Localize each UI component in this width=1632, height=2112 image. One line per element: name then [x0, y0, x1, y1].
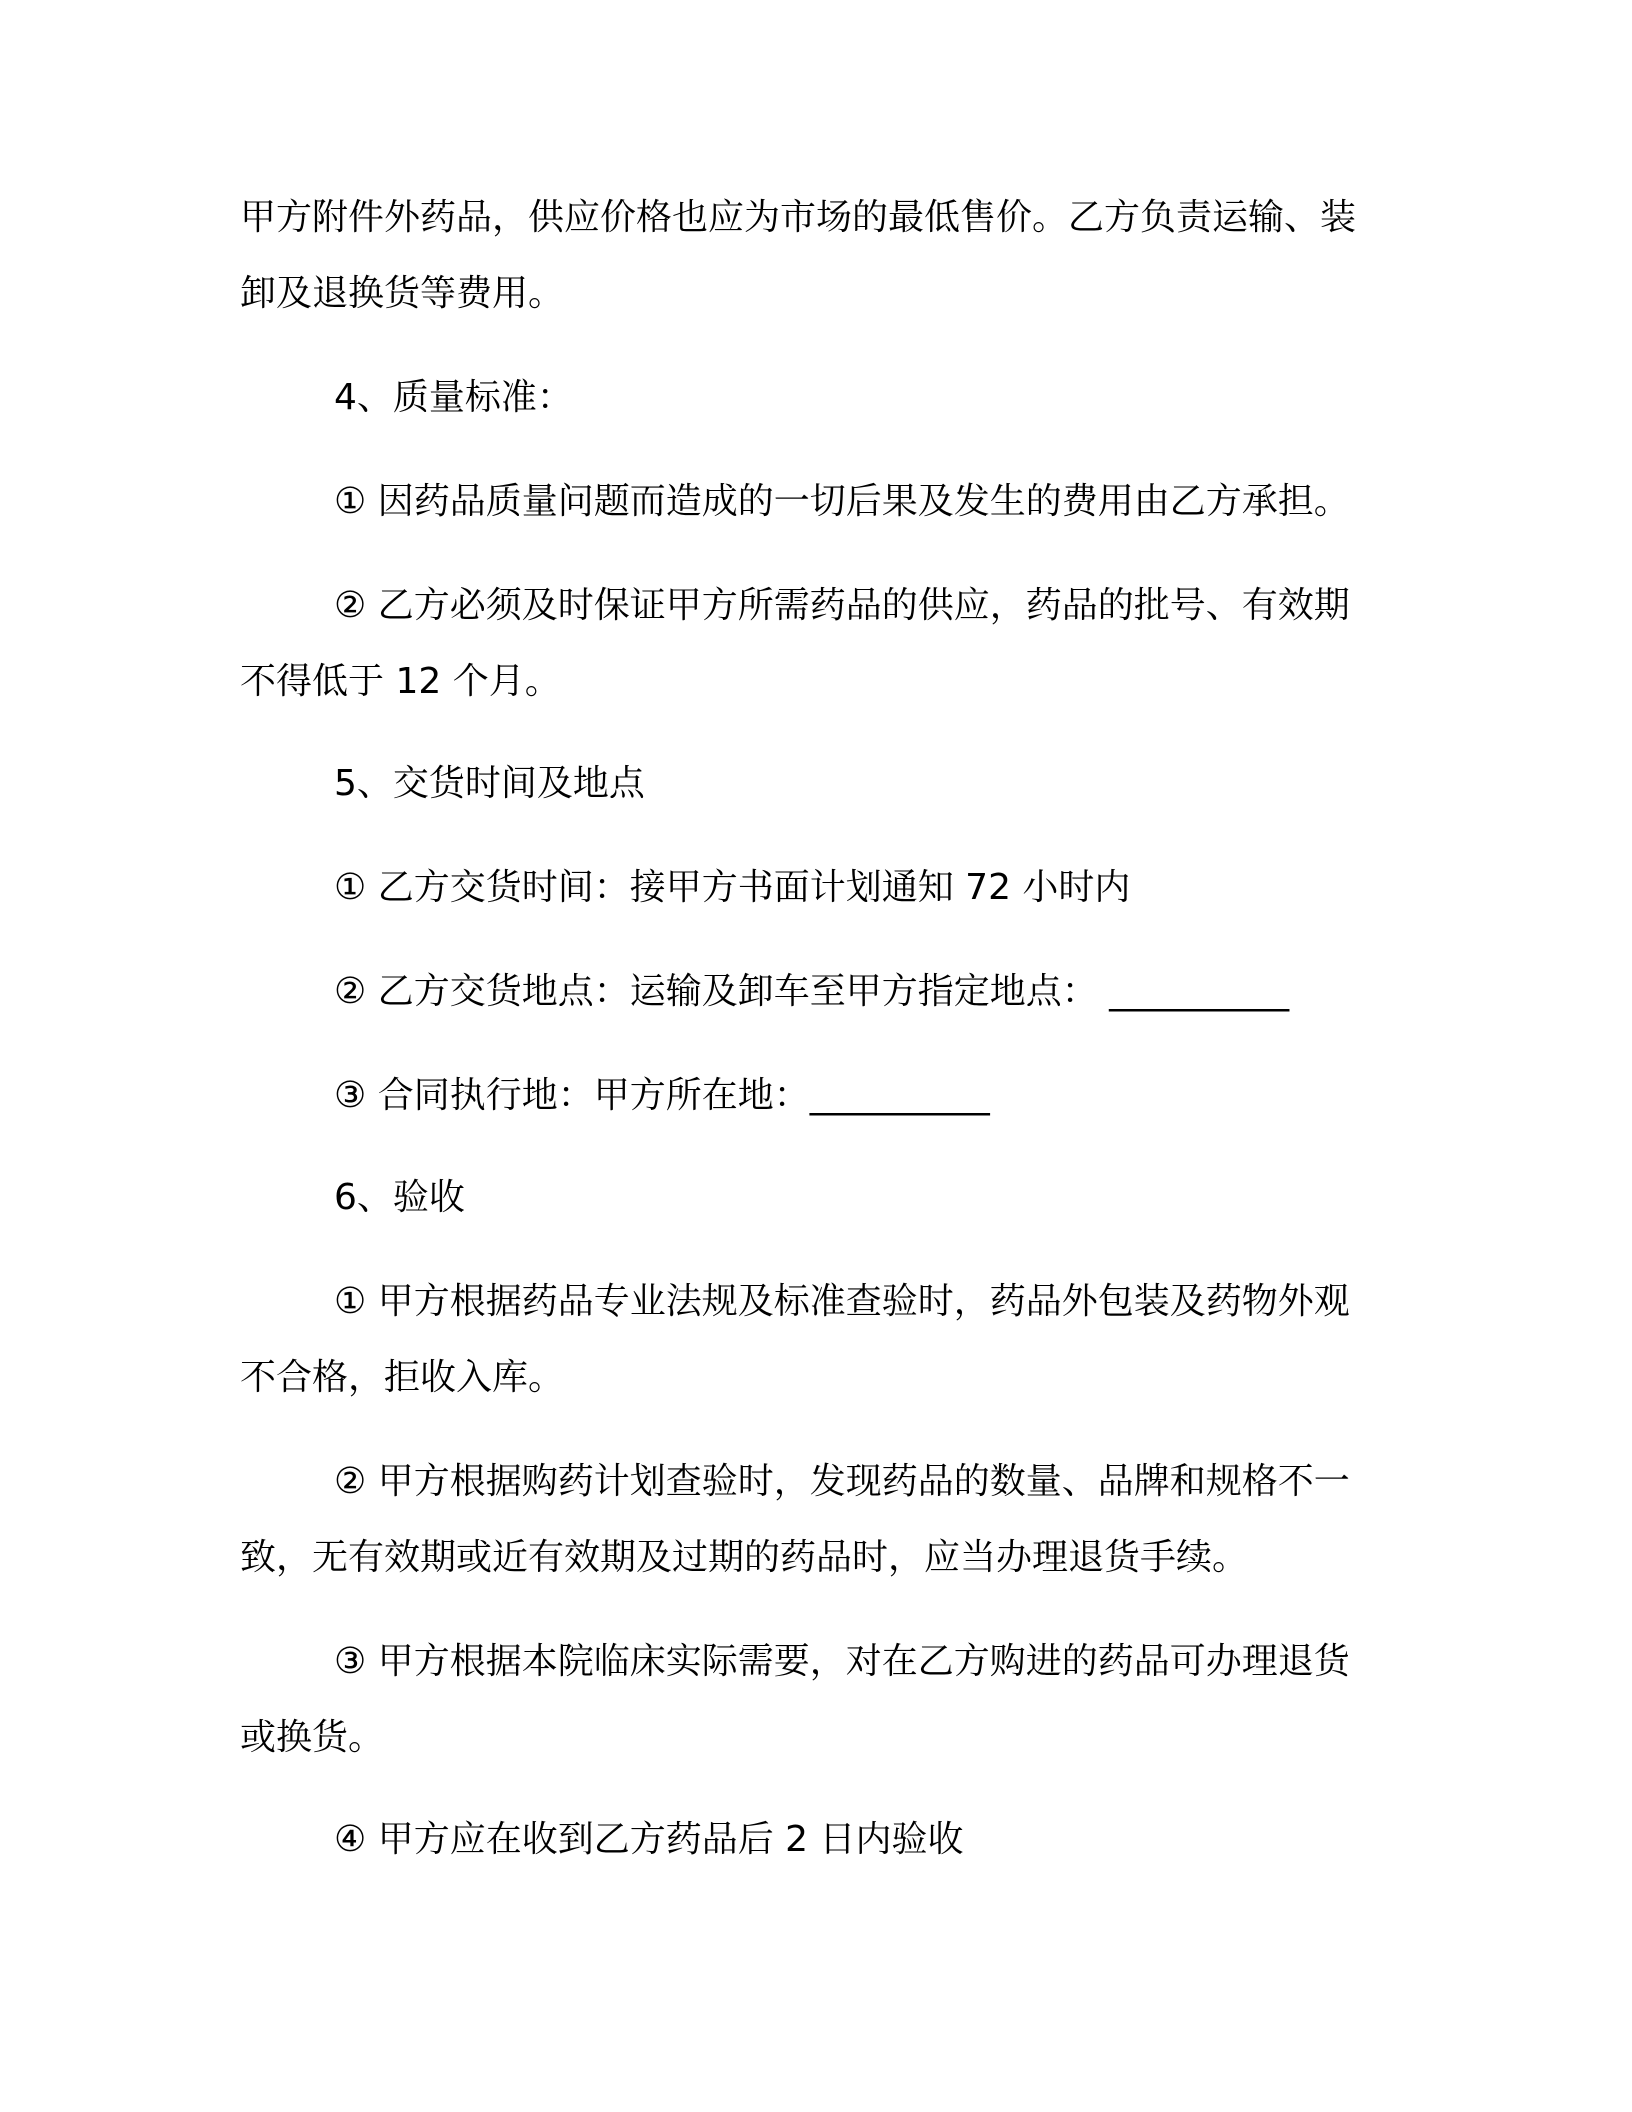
paragraph-quality-1: ① 因药品质量问题而造成的一切后果及发生的费用由乙方承担。 [334, 481, 1350, 522]
paragraph-acceptance-4: ④ 甲方应在收到乙方药品后 2 日内验收 [334, 1819, 964, 1860]
paragraph-quality-2: ② 乙方必须及时保证甲方所需药品的供应，药品的批号、有效期不得低于 12 个月。 [240, 585, 1350, 702]
heading-delivery-time-place: 5、交货时间及地点 [334, 763, 645, 804]
paragraph-acceptance-2: ② 甲方根据购药计划查验时，发现药品的数量、品牌和规格不一致，无有效期或近有效期及过期的药品时，应当办理退货手续。 [240, 1461, 1350, 1578]
heading-acceptance: 6、验收 [334, 1177, 465, 1218]
paragraph-delivery-3: ③ 合同执行地：甲方所在地：__________ [334, 1075, 990, 1116]
paragraph-delivery-2: ② 乙方交货地点：运输及卸车至甲方指定地点： __________ [334, 971, 1290, 1012]
heading-quality-standard: 4、质量标准： [334, 377, 573, 418]
paragraph-delivery-1: ① 乙方交货时间：接甲方书面计划通知 72 小时内 [334, 867, 1131, 908]
paragraph-acceptance-3: ③ 甲方根据本院临床实际需要，对在乙方购进的药品可办理退货或换货。 [240, 1641, 1350, 1758]
paragraph-transport-costs: 甲方附件外药品，供应价格也应为市场的最低售价。乙方负责运输、装卸及退换货等费用。 [240, 197, 1357, 314]
paragraph-acceptance-1: ① 甲方根据药品专业法规及标准查验时，药品外包装及药物外观不合格，拒收入库。 [240, 1281, 1350, 1398]
